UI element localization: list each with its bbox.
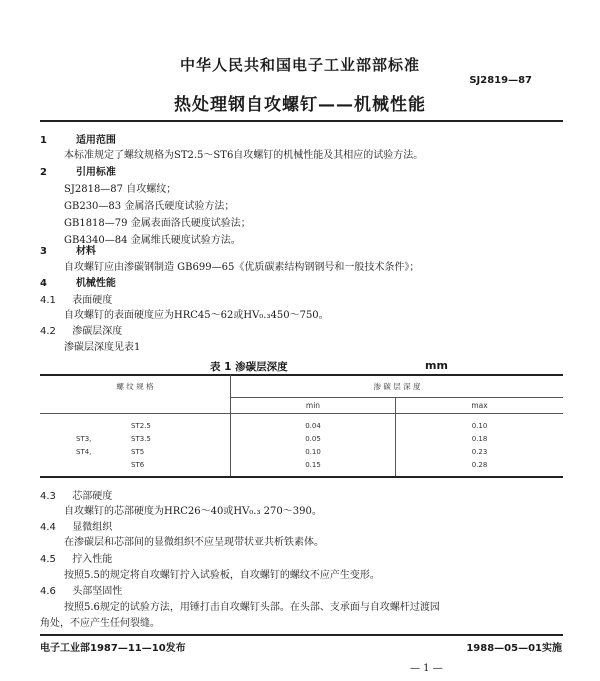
reference-item: GB1818—79 金属表面洛氏硬度试验法； xyxy=(64,218,251,229)
table-col-thread-spec: 螺 纹 规 格 xyxy=(116,382,154,391)
table-header-bottom-rule xyxy=(40,413,563,414)
section-3-number: 3 xyxy=(40,246,47,257)
section-4-2-heading xyxy=(40,322,122,337)
section-1-title: 适用范围 xyxy=(75,135,116,146)
section-3-title: 材料 xyxy=(75,246,96,257)
section-4-1-number: 4.1 xyxy=(40,295,56,306)
table-row-max: 0.10 xyxy=(471,422,488,430)
footer-rule xyxy=(40,634,563,636)
table-col-min: min xyxy=(305,401,321,410)
reference-item: SJ2818—87 自攻螺纹； xyxy=(64,184,177,195)
table-row-spec: ST5 xyxy=(131,448,145,456)
table-row-min: 0.04 xyxy=(305,422,321,430)
table-row-max: 0.18 xyxy=(471,435,488,443)
section-2-title: 引用标准 xyxy=(75,167,116,178)
section-4-2-number: 4.2 xyxy=(40,326,56,337)
section-4-6-title: 头部坚固性 xyxy=(72,586,123,597)
table-row-max: 0.23 xyxy=(471,448,488,456)
effective-date: 1988—05—01实施 xyxy=(466,643,562,654)
table-row-left-label: ST4, xyxy=(76,448,92,456)
table-row-max: 0.28 xyxy=(471,461,488,469)
table-col-carburized-depth: 渗 碳 层 深 度 xyxy=(373,382,421,391)
section-4-5-heading xyxy=(40,550,112,565)
page-number: — 1 — xyxy=(410,663,443,674)
section-4-3-number: 4.3 xyxy=(40,491,56,502)
section-2-heading xyxy=(40,163,116,178)
table-bottom-rule xyxy=(40,476,563,478)
section-4-1-heading xyxy=(40,291,112,306)
section-4-4-title: 显微组织 xyxy=(72,522,113,533)
document-title: 热处理钢自攻螺钉——机械性能 xyxy=(174,95,426,115)
table-top-rule xyxy=(40,374,563,376)
table-title: 表 1 渗碳层深度 xyxy=(210,361,288,373)
reference-item: GB230—83 金属洛氏硬度试验方法； xyxy=(64,201,235,212)
issue-date: 电子工业部1987—11—10发布 xyxy=(40,643,186,654)
section-4-1-text: 自攻螺钉的表面硬度应为HRC45～62或HV₀.₃450～750。 xyxy=(64,310,329,321)
section-1-heading xyxy=(40,131,116,146)
section-1-number: 1 xyxy=(40,135,47,146)
table-row-min: 0.10 xyxy=(305,448,321,456)
section-4-4-heading xyxy=(40,518,112,533)
standard-number: SJ2819—87 xyxy=(469,75,532,86)
section-4-3-text: 自攻螺钉的芯部硬度为HRC26～40或HV₀.₃ 270～390。 xyxy=(64,506,322,517)
table-row-spec: ST6 xyxy=(131,461,145,469)
section-4-4-text: 在渗碳层和芯部间的显微组织不应呈现带状亚共析铁素体。 xyxy=(64,537,324,548)
section-3-heading xyxy=(40,242,96,257)
section-4-1-title: 表面硬度 xyxy=(72,295,113,306)
section-4-6-text-line-1: 按照5.6规定的试验方法，用锤打击自攻螺钉头部。在头部、支承面与自攻螺杆过渡园 xyxy=(64,602,440,613)
table-row-spec: ST2.5 xyxy=(131,422,151,430)
section-4-5-title: 拧入性能 xyxy=(72,554,113,565)
section-4-6-number: 4.6 xyxy=(40,586,56,597)
section-1-text: 本标准规定了螺纹规格为ST2.5～ST6自攻螺钉的机械性能及其相应的试验方法。 xyxy=(64,150,424,161)
section-4-3-title: 芯部硬度 xyxy=(72,491,113,502)
table-row-min: 0.15 xyxy=(305,461,321,469)
reference-item: GB4340—84 金属维氏硬度试验方法。 xyxy=(64,235,241,246)
section-3-text: 自攻螺钉应由渗碳钢制造 GB699—65《优质碳素结构钢钢号和一般技术条件》； xyxy=(64,262,420,273)
section-2-number: 2 xyxy=(40,167,47,178)
section-4-5-number: 4.5 xyxy=(40,554,56,565)
section-4-5-text: 按照5.5的规定将自攻螺钉拧入试验板，自攻螺钉的螺纹不应产生变形。 xyxy=(64,570,380,581)
table-row-left-label: ST3, xyxy=(76,435,92,443)
table-row-min: 0.05 xyxy=(305,435,321,443)
section-4-title: 机械性能 xyxy=(75,278,116,289)
title-rule xyxy=(40,120,563,122)
section-4-heading xyxy=(40,274,116,289)
section-4-2-title: 渗碳层深度 xyxy=(72,326,123,337)
section-4-3-heading xyxy=(40,487,112,502)
table-row-spec: ST3.5 xyxy=(131,435,151,443)
table-col-max: max xyxy=(471,401,488,410)
table-header-divider xyxy=(230,397,563,398)
section-4-6-heading xyxy=(40,582,122,597)
section-4-4-number: 4.4 xyxy=(40,522,56,533)
section-4-6-text-line-2: 角处，不应产生任何裂缝。 xyxy=(40,618,160,629)
section-4-number: 4 xyxy=(40,278,47,289)
ministry-heading: 中华人民共和国电子工业部部标准 xyxy=(179,56,420,74)
table-unit: mm xyxy=(425,359,448,372)
section-4-2-text: 渗碳层深度见表1 xyxy=(64,342,141,353)
